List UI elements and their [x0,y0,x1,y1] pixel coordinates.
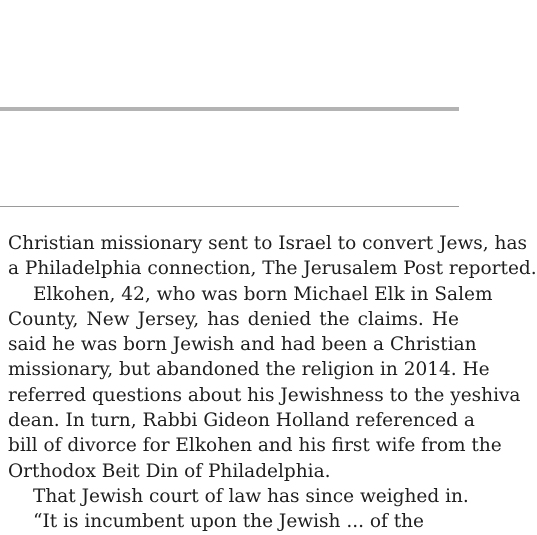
article-body [8,231,537,535]
article-line-1: Christian missionary sent to Israel to convert Jews, has [8,233,527,254]
article-line-10: Orthodox Beit Din of Philadelphia. [8,460,331,482]
article-line-9: bill of divorce for Elkohen and his first wife from the [8,435,502,457]
article-line-5: said he was born Jewish and had been a Christian [8,334,477,356]
section-divider-thin [0,206,459,207]
article-line-12: “It is incumbent upon the Jewish ... of the [33,511,425,533]
article-line-7: referred questions about his Jewishness to the yeshiva [8,384,521,406]
article-line-8: dean. In turn, Rabbi Gideon Holland referenced a [8,410,475,432]
section-divider-thick [0,107,459,111]
article-line-4: County, New Jersey, has denied the claims. He [8,308,459,330]
article-line-2: a Philadelphia connection, The Jerusalem Post reported. [8,258,537,280]
article-line-6: missionary, but abandoned the religion in 2014. He [8,359,490,381]
article-line-11: That Jewish court of law has since weighed in. [33,485,469,507]
article-line-3: Elkohen, 42, who was born Michael Elk in Salem [33,283,493,305]
